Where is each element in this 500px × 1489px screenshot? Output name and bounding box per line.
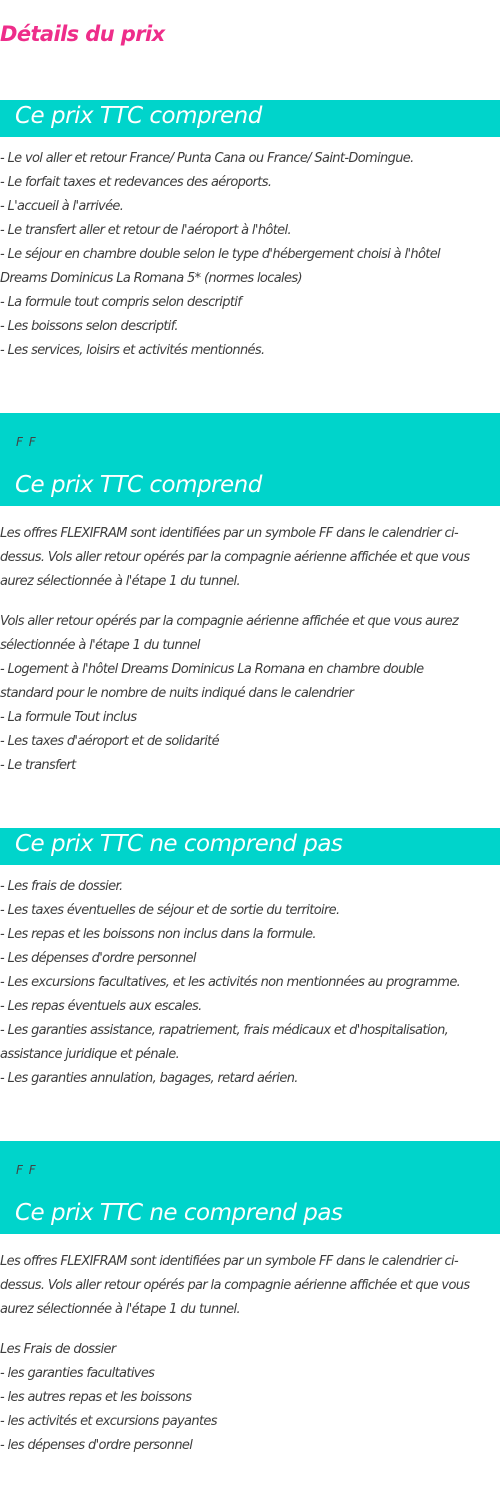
list-item: - Le séjour en chambre double selon le type d'hébergement choisi à l'hôtel	[0, 247, 441, 262]
flexifram-excludes-list	[0, 1338, 500, 1458]
list-item: - Le transfert	[0, 758, 76, 773]
includes-list	[0, 147, 500, 363]
list-item: - les garanties facultatives	[0, 1366, 155, 1381]
list-item: - les autres repas et les boissons	[0, 1390, 192, 1405]
flexifram-intro	[0, 522, 500, 594]
section-header-flexifram-excludes	[0, 1141, 500, 1234]
section-title: Ce prix TTC ne comprend pas	[15, 831, 343, 857]
list-item: Dreams Dominicus La Romana 5* (normes locales)	[0, 271, 302, 286]
list-item: - La formule Tout inclus	[0, 710, 137, 725]
intro-paragraph: Les offres FLEXIFRAM sont identifiées par un symbole FF dans le calendrier ci-dessus. Vols aller retour opérés par la compagnie aérienne affichée et que vous aurez sélectionnée à l'étape 1 du tunnel.	[0, 1254, 470, 1317]
list-item: - Le transfert aller et retour de l'aéroport à l'hôtel.	[0, 223, 291, 238]
list-item: - Le forfait taxes et redevances des aéroports.	[0, 175, 272, 190]
section-title: Ce prix TTC comprend	[15, 472, 262, 498]
list-item: - Les frais de dossier.	[0, 879, 123, 894]
list-item: standard pour le nombre de nuits indiqué dans le calendrier	[0, 686, 354, 701]
list-item: - les activités et excursions payantes	[0, 1414, 217, 1429]
section-header-flexifram-includes	[0, 413, 500, 506]
list-item: - Les garanties annulation, bagages, retard aérien.	[0, 1071, 298, 1086]
intro-paragraph: Les offres FLEXIFRAM sont identifiées par un symbole FF dans le calendrier ci-dessus. Vols aller retour opérés par la compagnie aérienne affichée et que vous aurez sélectionnée à l'étape 1 du tunnel.	[0, 526, 470, 589]
excludes-list	[0, 875, 500, 1091]
list-item: sélectionnée à l'étape 1 du tunnel	[0, 638, 200, 653]
list-item: - Les repas éventuels aux escales.	[0, 999, 202, 1014]
list-item: - Les taxes éventuelles de séjour et de sortie du territoire.	[0, 903, 340, 918]
list-item: - La formule tout compris selon descriptif	[0, 295, 242, 310]
section-header-excludes	[0, 828, 500, 865]
list-item: Vols aller retour opérés par la compagnie aérienne affichée et que vous aurez	[0, 614, 459, 629]
flexifram-intro	[0, 1250, 500, 1322]
list-item: Les Frais de dossier	[0, 1342, 116, 1357]
flexifram-tag: F F	[16, 435, 37, 449]
section-title: Ce prix TTC ne comprend pas	[15, 1200, 343, 1226]
list-item: - Les excursions facultatives, et les activités non mentionnées au programme.	[0, 975, 461, 990]
page-title: Détails du prix	[0, 22, 165, 46]
section-header-includes	[0, 100, 500, 137]
list-item: assistance juridique et pénale.	[0, 1047, 180, 1062]
list-item: - Les taxes d'aéroport et de solidarité	[0, 734, 219, 749]
list-item: - Les boissons selon descriptif.	[0, 319, 178, 334]
list-item: - Logement à l'hôtel Dreams Dominicus La Romana en chambre double	[0, 662, 424, 677]
list-item: - L'accueil à l'arrivée.	[0, 199, 124, 214]
list-item: - Les services, loisirs et activités mentionnés.	[0, 343, 265, 358]
list-item: - les dépenses d'ordre personnel	[0, 1438, 193, 1453]
flexifram-includes-list	[0, 610, 500, 778]
section-title: Ce prix TTC comprend	[15, 103, 262, 129]
list-item: - Les garanties assistance, rapatriement, frais médicaux et d'hospitalisation,	[0, 1023, 449, 1038]
list-item: - Le vol aller et retour France/ Punta Cana ou France/ Saint-Domingue.	[0, 151, 414, 166]
list-item: - Les repas et les boissons non inclus dans la formule.	[0, 927, 316, 942]
list-item: - Les dépenses d'ordre personnel	[0, 951, 196, 966]
flexifram-tag: F F	[16, 1163, 37, 1177]
